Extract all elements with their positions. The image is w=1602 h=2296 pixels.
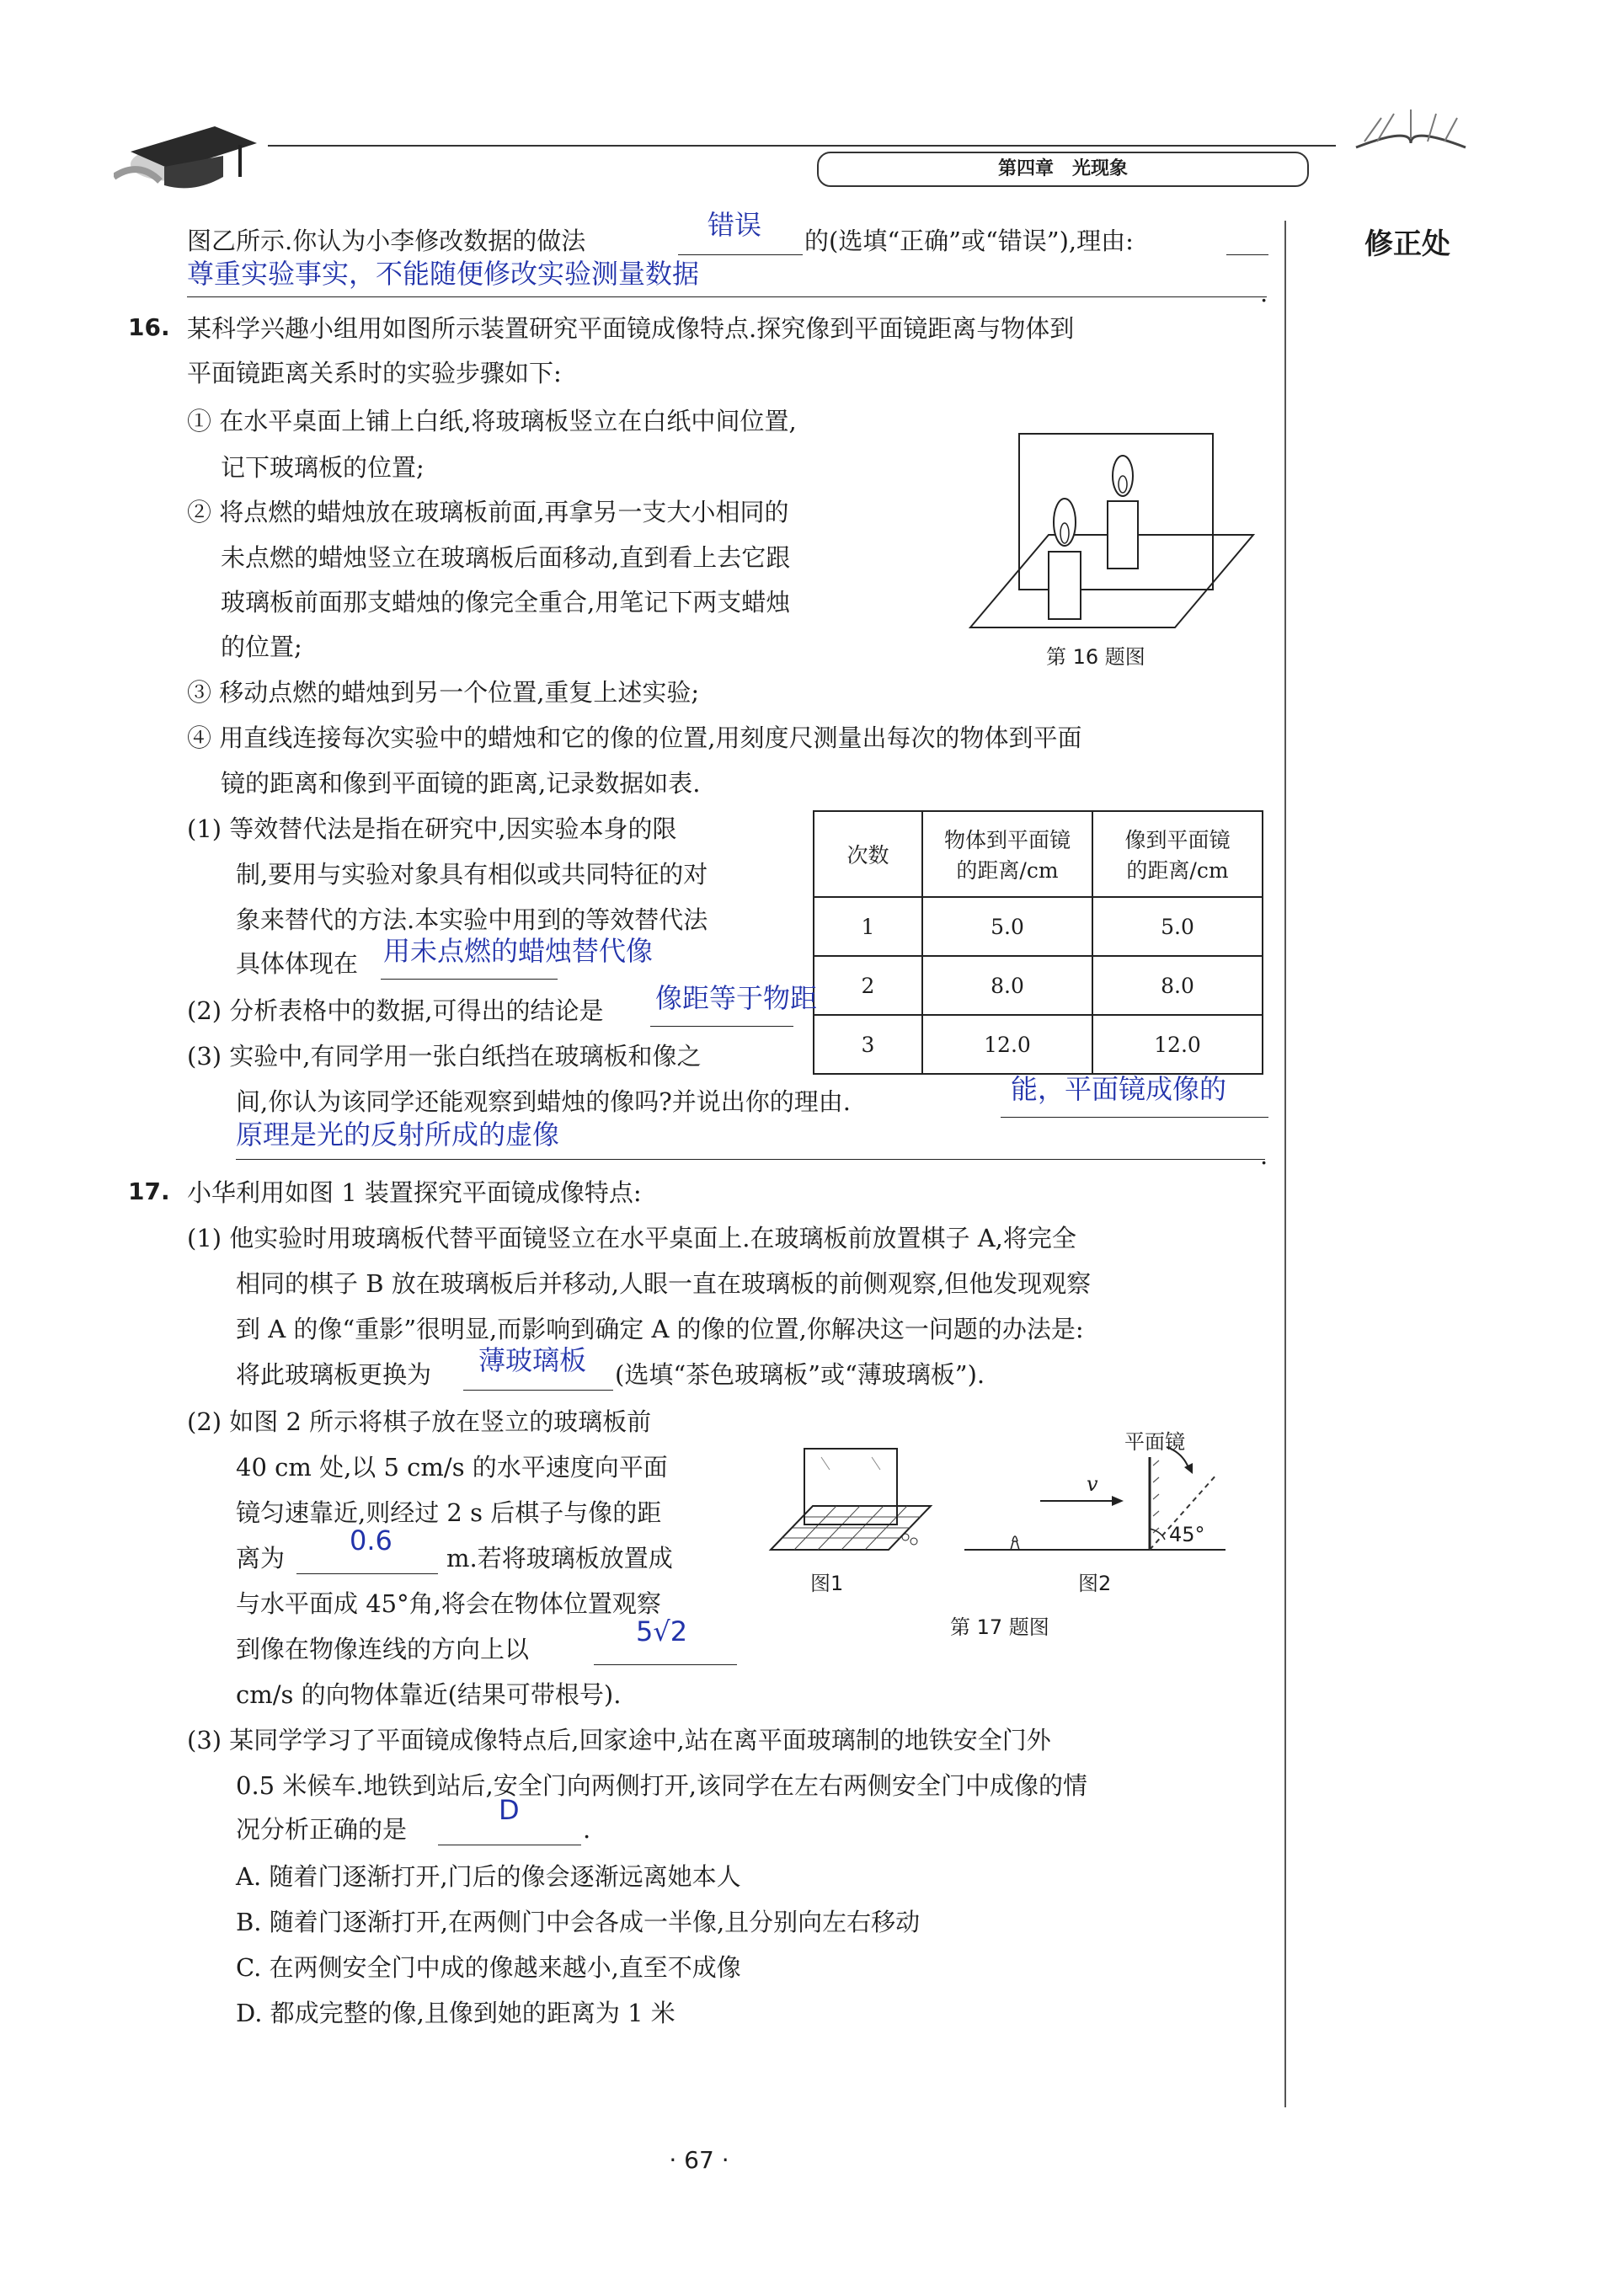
q17-sub2-line1: (2) 如图 2 所示将棋子放在竖立的玻璃板前 xyxy=(187,1407,652,1436)
q16-sub1-line4: 具体体现在 xyxy=(236,949,359,978)
q17-sub1-line4-after: (选填“茶色玻璃板”或“薄玻璃板”). xyxy=(615,1360,985,1389)
q17-stem: 小华利用如图 1 装置探究平面镜成像特点: xyxy=(187,1178,642,1207)
table-header-line: 像到平面镜 xyxy=(1124,828,1231,852)
chapter-tab xyxy=(817,152,1309,187)
q17-option-a: A. 随着门逐渐打开,门后的像会逐渐远离她本人 xyxy=(236,1862,741,1891)
q16-sub1-line3: 象来替代的方法.本实验中用到的等效替代法 xyxy=(236,905,708,934)
table-cell: 8.0 xyxy=(922,956,1092,1015)
q17-sub1-blank xyxy=(463,1390,613,1391)
q16-figure xyxy=(969,425,1255,653)
q17-sub1-line3: 到 A 的像“重影”很明显,而影响到确定 A 的像的位置,你解决这一问题的办法是: xyxy=(236,1315,1084,1343)
header-rule xyxy=(268,145,1336,147)
table-cell: 5.0 xyxy=(1092,897,1263,956)
q17-sub3-line1: (3) 某同学学习了平面镜成像特点后,回家途中,站在离平面玻璃制的地铁安全门外 xyxy=(187,1726,1051,1754)
q15-line1-after: 的(选填“正确”或“错误”),理由: xyxy=(804,227,1134,255)
table-row xyxy=(814,956,1263,1015)
table-header-cell: 次数 xyxy=(814,811,922,897)
q17-option-d: D. 都成完整的像,且像到她的距离为 1 米 xyxy=(236,1999,676,2027)
q16-sub1-answer: 用未点燃的蜡烛替代像 xyxy=(383,935,654,967)
table-cell: 8.0 xyxy=(1092,956,1263,1015)
q17-fig2-angle-label: 45° xyxy=(1169,1523,1205,1546)
table-row xyxy=(814,897,1263,956)
q16-sub2-blank xyxy=(650,1026,793,1027)
q17-fig2-mirror-label: 平面镜 xyxy=(1124,1430,1185,1454)
q16-data-table xyxy=(813,810,1263,1075)
q15-blank2 xyxy=(1226,254,1268,255)
q16-end-period: . xyxy=(1260,1141,1268,1170)
q16-sub3-answer2: 原理是光的反射所成的虚像 xyxy=(236,1119,560,1151)
q16-step-2a: ② 将点燃的蜡烛放在玻璃板前面,再拿另一支大小相同的 xyxy=(187,498,789,526)
q17-sub2-line2: 40 cm 处,以 5 cm/s 的水平速度向平面 xyxy=(236,1453,668,1482)
q17-sub2-line5: 与水平面成 45°角,将会在物体位置观察 xyxy=(236,1589,661,1618)
table-header-row xyxy=(814,811,1263,897)
q17-sub3-answer: D xyxy=(499,1794,520,1826)
table-cell: 5.0 xyxy=(922,897,1092,956)
q16-sub1-line1: (1) 等效替代法是指在研究中,因实验本身的限 xyxy=(187,814,677,843)
table-cell: 1 xyxy=(814,897,922,956)
q16-figure-caption: 第 16 题图 xyxy=(1046,645,1145,669)
q16-step-4a: ④ 用直线连接每次实验中的蜡烛和它的像的位置,用刻度尺测量出每次的物体到平面 xyxy=(187,724,1082,752)
q16-sub3-blank1 xyxy=(1001,1117,1268,1118)
q17-sub2-line3: 镜匀速靠近,则经过 2 s 后棋子与像的距 xyxy=(236,1498,662,1527)
q16-number: 16. xyxy=(128,313,170,341)
q17-sub3-line2: 0.5 米候车.地铁到站后,安全门向两侧打开,该同学在左右两侧安全门中成像的情 xyxy=(236,1771,1087,1800)
q17-sub1-line4-before: 将此玻璃板更换为 xyxy=(236,1360,432,1389)
q16-step-2d: 的位置; xyxy=(221,633,302,661)
graduation-cap-icon xyxy=(114,93,265,194)
q17-sub2-line7: cm/s 的向物体靠近(结果可带根号). xyxy=(236,1680,622,1709)
q16-sub3-blank2 xyxy=(236,1159,1265,1160)
q17-fig1-label: 图1 xyxy=(810,1572,844,1595)
q15-answer2: 尊重实验事实，不能随便修改实验测量数据 xyxy=(187,258,700,290)
q16-sub3-line2: 间,你认为该同学还能观察到蜡烛的像吗?并说出你的理由. xyxy=(236,1087,851,1116)
q17-option-c: C. 在两侧安全门中成的像越来越小,直至不成像 xyxy=(236,1953,741,1982)
q17-option-b: B. 随着门逐渐打开,在两侧门中会各成一半像,且分别向左右移动 xyxy=(236,1908,921,1936)
q16-sub3-answer1: 能，平面镜成像的 xyxy=(1011,1073,1227,1105)
q17-sub1-answer: 薄玻璃板 xyxy=(478,1344,587,1376)
q17-sub2-answer1: 0.6 xyxy=(350,1524,392,1556)
q16-sub1-line2: 制,要用与实验对象具有相似或共同特征的对 xyxy=(236,860,708,889)
q17-sub2-answer2: 5√2 xyxy=(636,1615,688,1647)
q16-sub2-text: (2) 分析表格中的数据,可得出的结论是 xyxy=(187,996,604,1025)
q17-fig2-v-label: v xyxy=(1087,1472,1098,1496)
q16-stem-line2: 平面镜距离关系时的实验步骤如下: xyxy=(187,359,562,387)
q16-step-2b: 未点燃的蜡烛竖立在玻璃板后面移动,直到看上去它跟 xyxy=(221,543,791,572)
header-logo xyxy=(114,93,265,194)
book-decoration xyxy=(1348,101,1474,152)
data-table xyxy=(813,810,1263,1075)
table-row xyxy=(814,1015,1263,1074)
q16-sub1-blank xyxy=(381,979,558,980)
q16-sub3-line1: (3) 实验中,有同学用一张白纸挡在玻璃板和像之 xyxy=(187,1042,702,1071)
q17-sub2-blank2 xyxy=(594,1664,737,1665)
q17-sub2-blank1 xyxy=(296,1573,438,1574)
q15-end-period: . xyxy=(1260,279,1268,307)
q16-step-1a: ① 在水平桌面上铺上白纸,将玻璃板竖立在白纸中间位置, xyxy=(187,407,797,435)
table-cell: 12.0 xyxy=(1092,1015,1263,1074)
margin-divider xyxy=(1284,221,1286,2107)
mirror-candle-diagram xyxy=(969,425,1255,653)
q17-figure1 xyxy=(762,1440,939,1558)
page-number: · 67 · xyxy=(669,2146,729,2174)
q17-sub3-line3-period: . xyxy=(583,1815,591,1844)
q17-fig2-label: 图2 xyxy=(1078,1572,1112,1595)
q16-step-2c: 玻璃板前面那支蜡烛的像完全重合,用笔记下两支蜡烛 xyxy=(221,588,791,617)
q16-step-4b: 镜的距离和像到平面镜的距离,记录数据如表. xyxy=(221,769,701,798)
table-header-line: 物体到平面镜 xyxy=(943,828,1071,852)
table-header-cell xyxy=(1092,811,1263,897)
q16-sub2-answer: 像距等于物距 xyxy=(655,982,818,1014)
table-cell: 12.0 xyxy=(922,1015,1092,1074)
q15-line1-before: 图乙所示.你认为小李修改数据的做法 xyxy=(187,227,586,255)
q17-sub2-line6: 到像在物像连线的方向上以 xyxy=(236,1635,530,1663)
q15-blank3 xyxy=(187,296,1267,297)
q16-step-1b: 记下玻璃板的位置; xyxy=(221,453,425,482)
q17-figure-caption: 第 17 题图 xyxy=(950,1615,1049,1639)
open-book-icon xyxy=(1348,101,1474,152)
sidebar-title: 修正处 xyxy=(1364,227,1450,261)
chapter-title: 第四章 光现象 xyxy=(997,158,1128,179)
q17-sub3-line3-before: 况分析正确的是 xyxy=(236,1815,408,1844)
q17-number: 17. xyxy=(128,1177,170,1205)
glass-on-grid-diagram xyxy=(762,1440,939,1558)
q17-sub2-line4-before: 离为 xyxy=(236,1544,286,1572)
table-header-cell xyxy=(922,811,1092,897)
table-header-line: 的距离/cm xyxy=(956,858,1059,883)
q17-sub1-line2: 相同的棋子 B 放在玻璃板后并移动,人眼一直在玻璃板的前侧观察,但他发现观察 xyxy=(236,1269,1092,1298)
q17-sub1-line1: (1) 他实验时用玻璃板代替平面镜竖立在水平桌面上.在玻璃板前放置棋子 A,将完全 xyxy=(187,1224,1076,1252)
q17-sub2-line4-after: m.若将玻璃板放置成 xyxy=(446,1544,673,1572)
q15-answer1: 错误 xyxy=(708,209,762,241)
q16-step-3: ③ 移动点燃的蜡烛到另一个位置,重复上述实验; xyxy=(187,678,700,707)
table-header-line: 的距离/cm xyxy=(1126,858,1229,883)
q16-stem-line1: 某科学兴趣小组用如图所示装置研究平面镜成像特点.探究像到平面镜距离与物体到 xyxy=(187,314,1075,343)
table-cell: 3 xyxy=(814,1015,922,1074)
table-cell: 2 xyxy=(814,956,922,1015)
